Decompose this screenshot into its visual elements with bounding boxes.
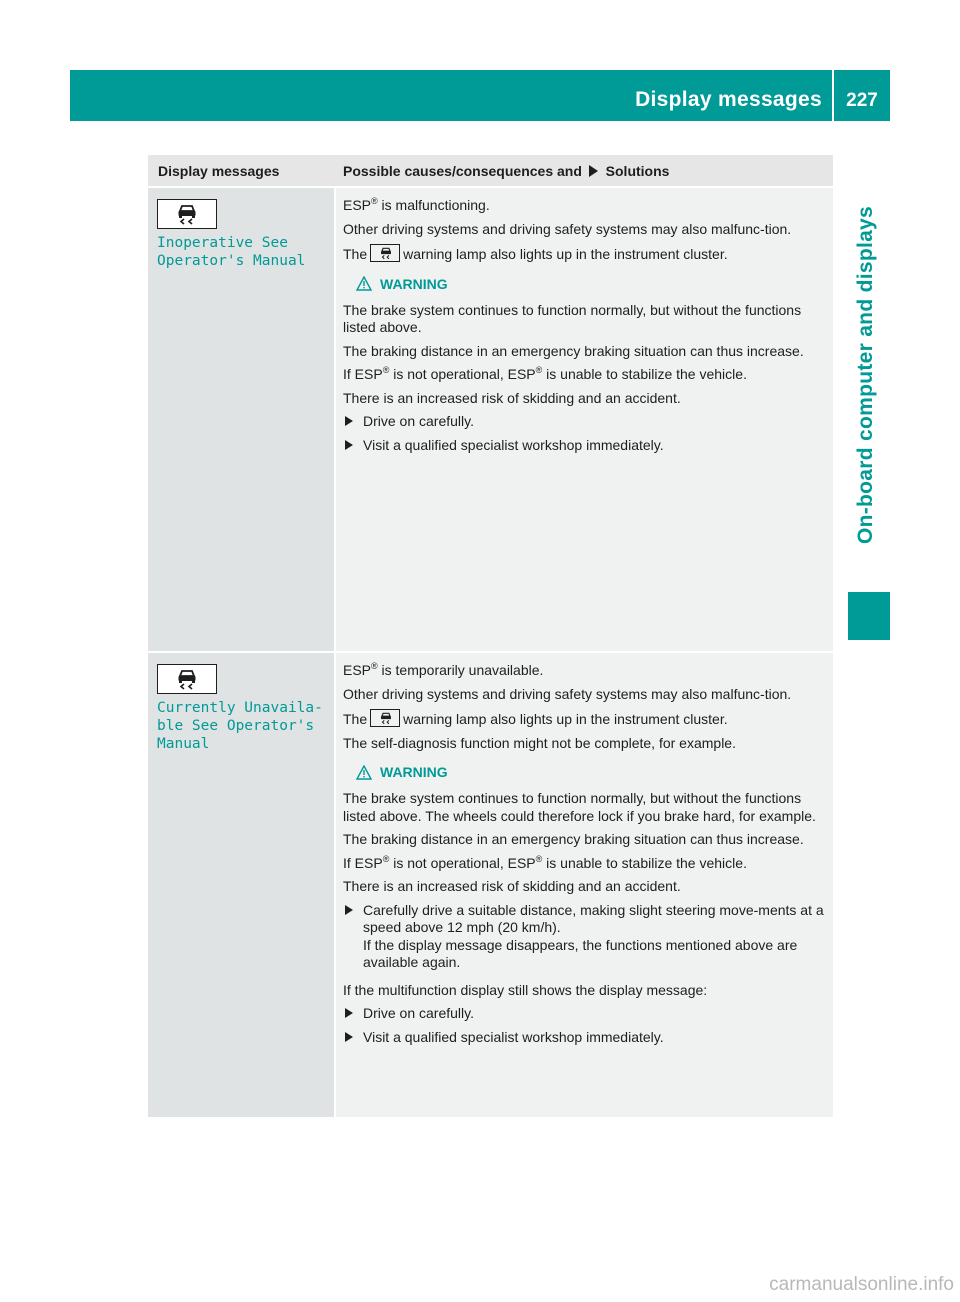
table-row bbox=[148, 653, 833, 1117]
esp-skid-car-icon bbox=[157, 199, 217, 229]
paragraph: ESP® is temporarily unavailable. bbox=[343, 661, 544, 678]
paragraph: If the multifunction display still shows the display message: bbox=[343, 981, 708, 998]
step-arrow-icon bbox=[345, 905, 353, 915]
chapter-label: On-board computer and displays bbox=[854, 205, 877, 545]
paragraph: ESP® is malfunctioning. bbox=[343, 196, 490, 213]
display-message-text: Inoperative See Operator's Manual bbox=[157, 235, 306, 269]
warning-text: The brake system continues to function normally, but without the functions listed above. The wheels could therefore lock if you brake hard, for example. bbox=[343, 790, 816, 824]
column-header-causes-solutions bbox=[343, 163, 669, 179]
causes-solutions-cell bbox=[336, 188, 833, 651]
paragraph: Other driving systems and driving safety systems may also malfunc-tion. bbox=[343, 685, 792, 702]
chapter-marker bbox=[848, 592, 890, 640]
warning-text: If ESP® is not operational, ESP® is unable to stabilize the vehicle. bbox=[343, 853, 747, 871]
section-title: Display messages bbox=[635, 88, 822, 111]
paragraph: The warning lamp also lights up in the instrument cluster. bbox=[343, 246, 728, 262]
warning-heading: WARNING bbox=[356, 276, 827, 292]
action-arrow-icon bbox=[589, 165, 598, 177]
header-causes-label: Possible causes/consequences and bbox=[343, 163, 582, 179]
paragraph: The warning lamp also lights up in the instrument cluster. bbox=[343, 711, 728, 727]
action-step: Carefully drive a suitable distance, making slight steering move-ments at a speed above 12 mph (20 km/h). If the display message disappears, the functions mentioned above are available again. bbox=[343, 902, 827, 972]
warning-triangle-icon bbox=[356, 765, 372, 780]
action-step: Visit a qualified specialist workshop immediately. bbox=[343, 1029, 827, 1047]
column-header-display-messages: Display messages bbox=[158, 163, 280, 179]
watermark: carmanualsonline.info bbox=[769, 1274, 954, 1295]
esp-warning-lamp-icon bbox=[370, 709, 400, 727]
step-arrow-icon bbox=[345, 416, 353, 426]
action-step: Visit a qualified specialist workshop immediately. bbox=[343, 437, 827, 455]
action-step: Drive on carefully. bbox=[343, 1005, 827, 1023]
causes-solutions-cell bbox=[336, 653, 833, 1117]
page-header-bar bbox=[70, 70, 890, 121]
warning-text: The braking distance in an emergency braking situation can thus increase. bbox=[343, 831, 804, 847]
header-divider bbox=[832, 70, 834, 121]
display-messages-table bbox=[148, 155, 833, 1045]
display-message-cell bbox=[148, 188, 334, 651]
warning-text: There is an increased risk of skidding and an accident. bbox=[343, 878, 681, 894]
warning-triangle-icon bbox=[356, 276, 372, 291]
table-header-row bbox=[148, 155, 833, 186]
display-message-text: Currently Unavaila‐ ble See Operator's Manual bbox=[157, 700, 323, 752]
display-message-cell bbox=[148, 653, 334, 1117]
warning-text: There is an increased risk of skidding and an accident. bbox=[343, 389, 681, 406]
chapter-side-tab bbox=[842, 150, 890, 600]
table-row bbox=[148, 188, 833, 651]
paragraph: The self-diagnosis function might not be complete, for example. bbox=[343, 734, 736, 751]
paragraph: Other driving systems and driving safety systems may also malfunc-tion. bbox=[343, 220, 792, 237]
warning-text: The braking distance in an emergency braking situation can thus increase. bbox=[343, 342, 804, 359]
warning-text: The brake system continues to function normally, but without the functions listed above. bbox=[343, 301, 802, 335]
warning-heading: WARNING bbox=[356, 764, 827, 780]
step-arrow-icon bbox=[345, 1032, 353, 1042]
page-number: 227 bbox=[846, 90, 878, 111]
step-arrow-icon bbox=[345, 440, 353, 450]
header-solutions-label: Solutions bbox=[605, 163, 670, 179]
esp-warning-lamp-icon bbox=[370, 244, 400, 262]
esp-skid-car-icon bbox=[157, 664, 217, 694]
action-step: Drive on carefully. bbox=[343, 413, 827, 431]
warning-text: If ESP® is not operational, ESP® is unable to stabilize the vehicle. bbox=[343, 365, 747, 382]
step-arrow-icon bbox=[345, 1008, 353, 1018]
